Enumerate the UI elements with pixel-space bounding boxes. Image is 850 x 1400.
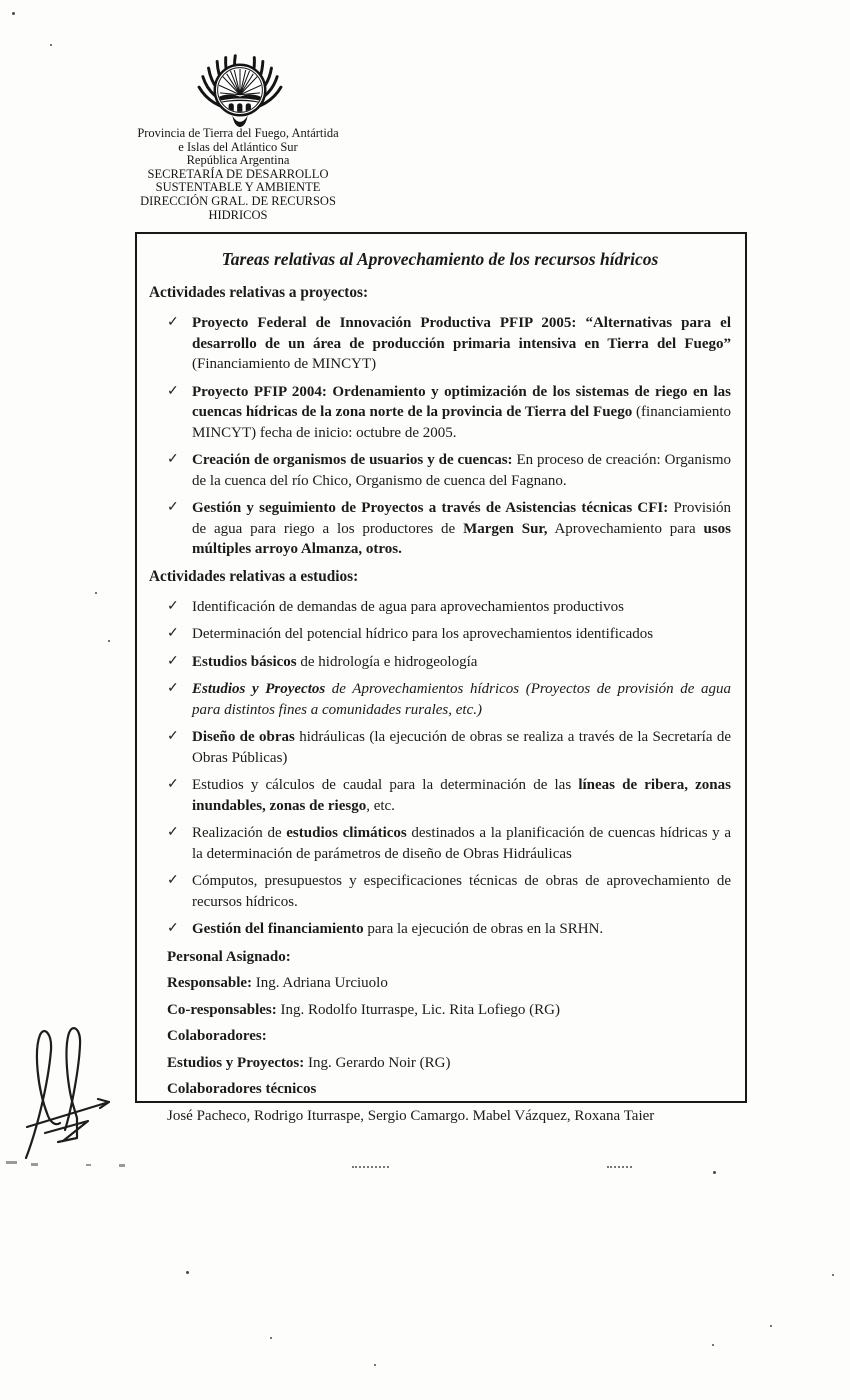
checklist-item: [149, 498, 731, 560]
org-line: Provincia de Tierra del Fuego, Antártida: [137, 126, 339, 140]
item-text: [192, 654, 477, 670]
text-segment: Gestión del financiamiento: [192, 921, 364, 937]
sections: [149, 283, 731, 940]
text-segment: (Financiamiento de MINCYT): [192, 356, 377, 372]
checkmark-icon: ✓: [167, 873, 179, 888]
item-text: [192, 384, 731, 441]
text-segment: José Pacheco, Rodrigo Iturraspe, Sergio Camargo. Mabel Vázquez, Roxana Taier: [167, 1107, 655, 1124]
scan-artifact: [86, 1164, 91, 1166]
item-text: [192, 921, 603, 937]
org-line: HIDRICOS: [208, 207, 268, 222]
scan-artifact: [31, 1163, 38, 1166]
text-segment: líneas de ribera, zonas inundables, zonas de riesgo: [192, 777, 731, 814]
org-line: SUSTENTABLE Y AMBIENTE: [155, 180, 321, 195]
scan-speck: [270, 1337, 272, 1339]
checkmark-icon: ✓: [167, 452, 179, 467]
text-segment: Responsable:: [167, 975, 253, 991]
item-text: [192, 825, 731, 862]
text-segment: Co-responsables:: [167, 1001, 277, 1018]
scan-speck: [186, 1271, 189, 1274]
checkmark-icon: ✓: [167, 825, 179, 840]
text-segment: usos múltiples arroyo Almanza, otros.: [192, 520, 731, 557]
handwritten-signature: [18, 1020, 122, 1160]
checkmark-icon: ✓: [167, 626, 179, 641]
checklist-item: [149, 919, 731, 940]
item-text: [192, 681, 731, 718]
checklist-item: [149, 871, 731, 912]
checklist-item: [149, 597, 731, 618]
checkmark-icon: ✓: [167, 315, 179, 330]
item-text: [192, 452, 731, 489]
item-text: [192, 500, 731, 557]
personnel-line: [167, 1053, 731, 1073]
scan-speck: [50, 44, 52, 46]
checkmark-icon: ✓: [167, 681, 179, 696]
checkmark-icon: ✓: [167, 729, 179, 744]
text-segment: Ing. Rodolfo Iturraspe, Lic. Rita Lofiego (RG): [276, 1001, 560, 1018]
text-segment: Diseño de obras: [192, 729, 295, 745]
text-segment: Estudios y Proyectos:: [167, 1054, 305, 1071]
text-segment: Margen Sur,: [463, 520, 548, 537]
scan-artifact: [119, 1164, 125, 1167]
checklist-item: [149, 624, 731, 645]
checklist-item: [149, 652, 731, 673]
checkmark-icon: ✓: [167, 777, 179, 792]
text-segment: (financiamiento MINCYT) fecha de inicio: octubre de 2005.: [192, 404, 731, 441]
text-segment: estudios climáticos: [286, 825, 407, 841]
text-segment: hidráulicas (la ejecución de obras se realiza a través de la Secretaría de Obras Públicas): [192, 729, 731, 766]
scan-speck: [12, 12, 15, 15]
text-segment: Estudios y cálculos de caudal para la determinación de las: [192, 777, 579, 793]
text-segment: Ing. Gerardo Noir (RG): [304, 1054, 451, 1071]
checklist-item: [149, 727, 731, 768]
checklist-item: [149, 823, 731, 864]
scan-speck: [832, 1274, 834, 1276]
checkmark-icon: ✓: [167, 383, 179, 399]
item-text: [192, 599, 624, 615]
org-line: SECRETARÍA DE DESARROLLO: [147, 166, 329, 181]
text-segment: Proyecto Federal de Innovación Productiva PFIP 2005: “Alternativas para el desarrollo de un área de producción primaria intensiva en Tierra del Fuego”: [192, 315, 731, 352]
item-text: [192, 626, 653, 642]
text-segment: Gestión y seguimiento de Proyectos a través de Asistencias técnicas CFI:: [192, 500, 669, 516]
checklist-item: [149, 775, 731, 816]
personnel-line: [167, 1026, 731, 1046]
text-segment: Cómputos, presupuestos y especificaciones técnicas de obras de aprovechamiento de recursos hídricos.: [192, 873, 731, 910]
org-lines: [110, 127, 366, 222]
item-text: [192, 873, 731, 910]
org-line: e Islas del Atlántico Sur: [178, 139, 298, 154]
org-line: DIRECCIÓN GRAL. DE RECURSOS: [140, 193, 336, 208]
scan-artifact: [6, 1161, 17, 1164]
scan-speck: [770, 1325, 772, 1327]
section-heading: Actividades relativas a proyectos:: [149, 284, 369, 301]
text-segment: de hidrología e hidrogeología: [296, 653, 478, 670]
content-box: [135, 232, 747, 1124]
coat-of-arms-logo: [192, 50, 288, 130]
text-segment: destinados a la planificación de cuencas hídricas y a la determinación de parámetros de diseño de Obras Hidráulicas: [192, 825, 731, 862]
text-segment: Creación de organismos de usuarios y de cuencas:: [192, 452, 513, 468]
scan-artifact: [352, 1166, 389, 1168]
text-segment: Personal Asignado:: [167, 948, 291, 965]
personnel-line: [167, 947, 731, 967]
item-text: [192, 729, 731, 766]
checkmark-icon: ✓: [167, 653, 179, 669]
text-segment: Proyecto PFIP 2004: Ordenamiento y optimización de los sistemas de riego en las cuencas hídricas de la zona norte de la provincia de Tierra del Fuego: [192, 383, 731, 420]
text-segment: Estudios y Proyectos: [192, 681, 326, 697]
text-segment: para la ejecución de obras en la SRHN.: [363, 921, 604, 937]
scan-speck: [95, 592, 97, 594]
checklist-item: [149, 450, 731, 491]
text-segment: Provisión de agua para riego a los productores de: [192, 500, 732, 537]
checklist-item: [149, 382, 731, 444]
item-text: [192, 315, 731, 372]
text-segment: En proceso de creación: Organismo de la cuenca del río Chico, Organismo de cuenca del Fagnano.: [192, 452, 731, 489]
scan-speck: [374, 1364, 376, 1366]
scan-artifact: [607, 1166, 632, 1168]
org-line: República Argentina: [186, 153, 290, 168]
text-segment: Realización de: [192, 825, 287, 841]
checklist-item: [149, 313, 731, 375]
text-segment: , etc.: [366, 797, 395, 814]
personnel-line: [167, 1106, 731, 1126]
text-segment: de Aprovechamientos hídricos (Proyectos de provisión de agua para distintos fines a comunidades rurales, etc.): [192, 681, 731, 718]
scan-speck: [108, 640, 110, 642]
scan-speck: [712, 1344, 714, 1346]
checkmark-icon: ✓: [167, 598, 179, 614]
text-segment: Colaboradores:: [167, 1028, 267, 1044]
personnel: [149, 947, 731, 1126]
text-segment: Colaboradores técnicos: [167, 1081, 317, 1097]
scan-speck: [713, 1171, 716, 1174]
personnel-line: [167, 973, 731, 993]
text-segment: Estudios básicos: [192, 653, 297, 670]
text-segment: Aprovechamiento para: [547, 520, 704, 537]
item-text: [192, 777, 731, 814]
text-segment: Ing. Adriana Urciuolo: [252, 975, 388, 991]
section-heading: Actividades relativas a estudios:: [149, 567, 359, 585]
document-title: Tareas relativas al Aprovechamiento de los recursos hídricos: [221, 249, 659, 269]
text-segment: Determinación del potencial hídrico para los aprovechamientos identificados: [192, 626, 654, 642]
checkmark-icon: ✓: [167, 921, 179, 936]
checklist-item: [149, 679, 731, 720]
personnel-line: [167, 1000, 731, 1020]
personnel-line: [167, 1079, 731, 1099]
text-segment: Identificación de demandas de agua para aprovechamientos productivos: [192, 598, 624, 615]
checkmark-icon: ✓: [167, 500, 179, 515]
